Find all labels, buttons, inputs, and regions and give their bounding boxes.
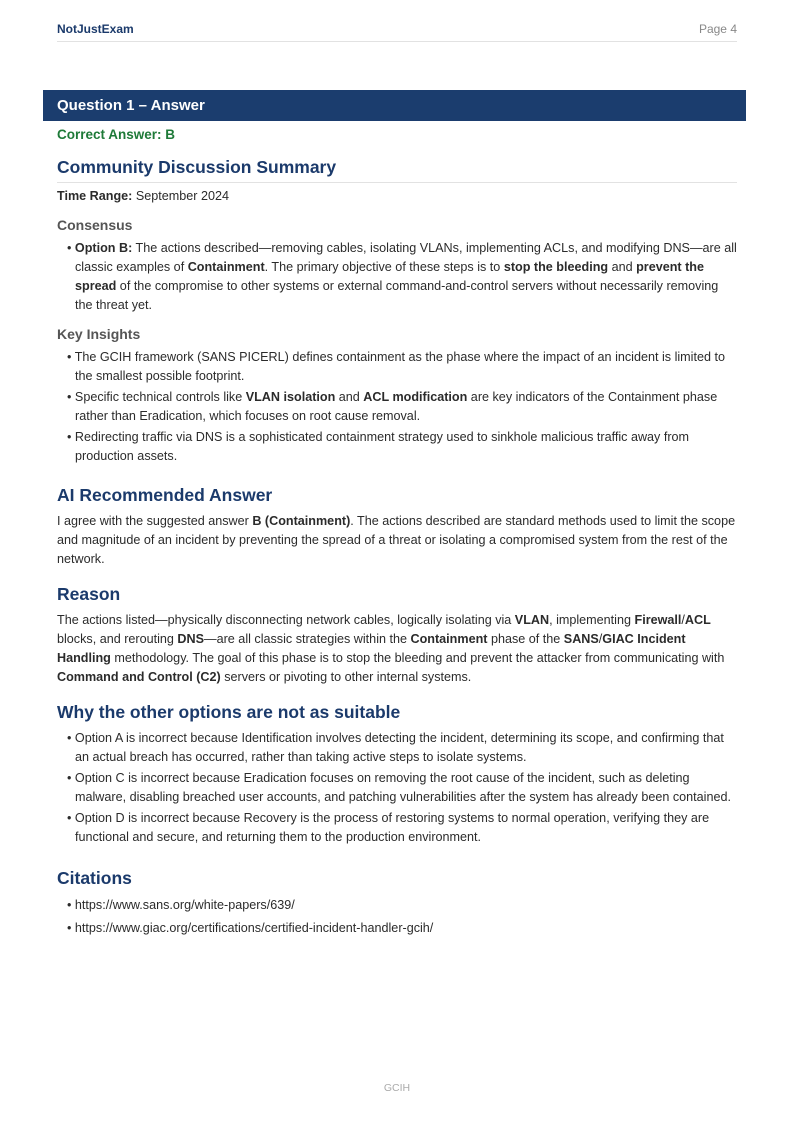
bold-text: B (Containment) [252,514,351,528]
page-header [57,22,737,42]
list-item [57,239,737,315]
consensus-title: Consensus [57,217,133,233]
text: https://www.giac.org/certifications/certified-incident-handler-gcih/ [74,921,434,935]
text: servers or pivoting to other internal systems. [220,670,472,684]
text: / [598,632,603,646]
bold-text: VLAN isolation [245,390,336,404]
text: of the compromise to other systems or external command-and-control servers without necessarily removing the threat yet. [75,279,719,312]
text: —are all classic strategies within the [204,632,411,646]
text: are key indicators of the Containment phase rather than Eradication, which focuses on root cause removal. [75,390,718,423]
reason-body [57,611,737,687]
list-item [57,729,737,767]
bold-text: Containment [187,260,265,274]
reason-title: Reason [57,584,121,604]
list-item [57,348,737,386]
bold-text: DNS [177,632,205,646]
consensus-list [57,239,737,315]
list-item [57,428,737,466]
paragraph [57,611,737,687]
paragraph [57,512,737,569]
page-footer: GCIH [383,1082,411,1094]
citations-list [57,895,737,939]
bold-text: Containment [410,632,488,646]
main-content [57,125,737,941]
text: Option C is incorrect because Eradication focuses on removing the root cause of the incident, such as deleting malware, disabling breached user accounts, and patching vulnerabilities after the system has already been contained. [74,771,731,804]
text: The GCIH framework (SANS PICERL) defines containment as the phase where the impact of an incident is limited to the smallest possible footprint. [74,350,725,383]
time-range-value: September 2024 [132,189,229,203]
text: , implementing [549,613,635,627]
bold-text: ACL [684,613,711,627]
text: / [681,613,685,627]
others-title: Why the other options are not as suitable [57,702,401,722]
bold-text: Option B: [74,241,133,255]
bold-text: SANS [563,632,599,646]
text: and [335,390,364,404]
list-item [57,809,737,847]
time-range-label: Time Range: [57,189,133,203]
text: Redirecting traffic via DNS is a sophisticated containment strategy used to sinkhole malicious traffic away from production assets. [74,430,690,463]
summary-title: Community Discussion Summary [57,156,737,183]
text: . The primary objective of these steps is to [264,260,504,274]
list-item [57,769,737,807]
text: Option D is incorrect because Recovery is the process of restoring systems to normal operation, verifying they are functional and secure, and returning them to the production environment. [74,811,710,844]
text: The actions described—removing cables, isolating VLANs, implementing ACLs, and modifying DNS—are all classic examples of [75,241,737,274]
text: I agree with the suggested answer [57,514,253,528]
correct-answer: Correct Answer: B [57,127,176,142]
ai-title: AI Recommended Answer [57,485,273,505]
bold-text: stop the bleeding [503,260,609,274]
bold-text: Firewall [634,613,682,627]
text: methodology. The goal of this phase is to stop the bleeding and prevent the attacker from communicating with [110,651,725,665]
insights-title: Key Insights [57,326,141,342]
list-item [57,895,737,916]
page-number: Page 4 [698,22,737,36]
text: https://www.sans.org/white-papers/639/ [74,898,295,912]
text: The actions listed—physically disconnecting network cables, logically isolating via [57,613,515,627]
text: Option A is incorrect because Identification involves detecting the incident, determining its scope, and confirming that an actual breach has occurred, rather than taking active steps to isolate systems. [74,731,724,764]
bold-text: VLAN [514,613,550,627]
text: Specific technical controls like [74,390,246,404]
list-item [57,918,737,939]
time-range [57,187,737,206]
question-banner: Question 1 – Answer [43,90,746,121]
others-list [57,729,737,847]
citations-title: Citations [57,868,132,888]
text: . The actions described are standard methods used to limit the scope and magnitude of an incident by preventing the spread of a threat or isolating a compromised system from the rest of the network. [57,514,736,566]
bold-text: prevent the spread [75,260,704,293]
text: phase of the [487,632,564,646]
text: blocks, and rerouting [57,632,178,646]
bold-text: Command and Control (C2) [57,670,221,684]
list-item [57,388,737,426]
bold-text: ACL modification [363,390,468,404]
ai-body [57,512,737,569]
text: and [608,260,637,274]
bold-text: GIAC Incident Handling [57,632,686,665]
insights-list [57,348,737,466]
brand-name: NotJustExam [57,22,134,36]
